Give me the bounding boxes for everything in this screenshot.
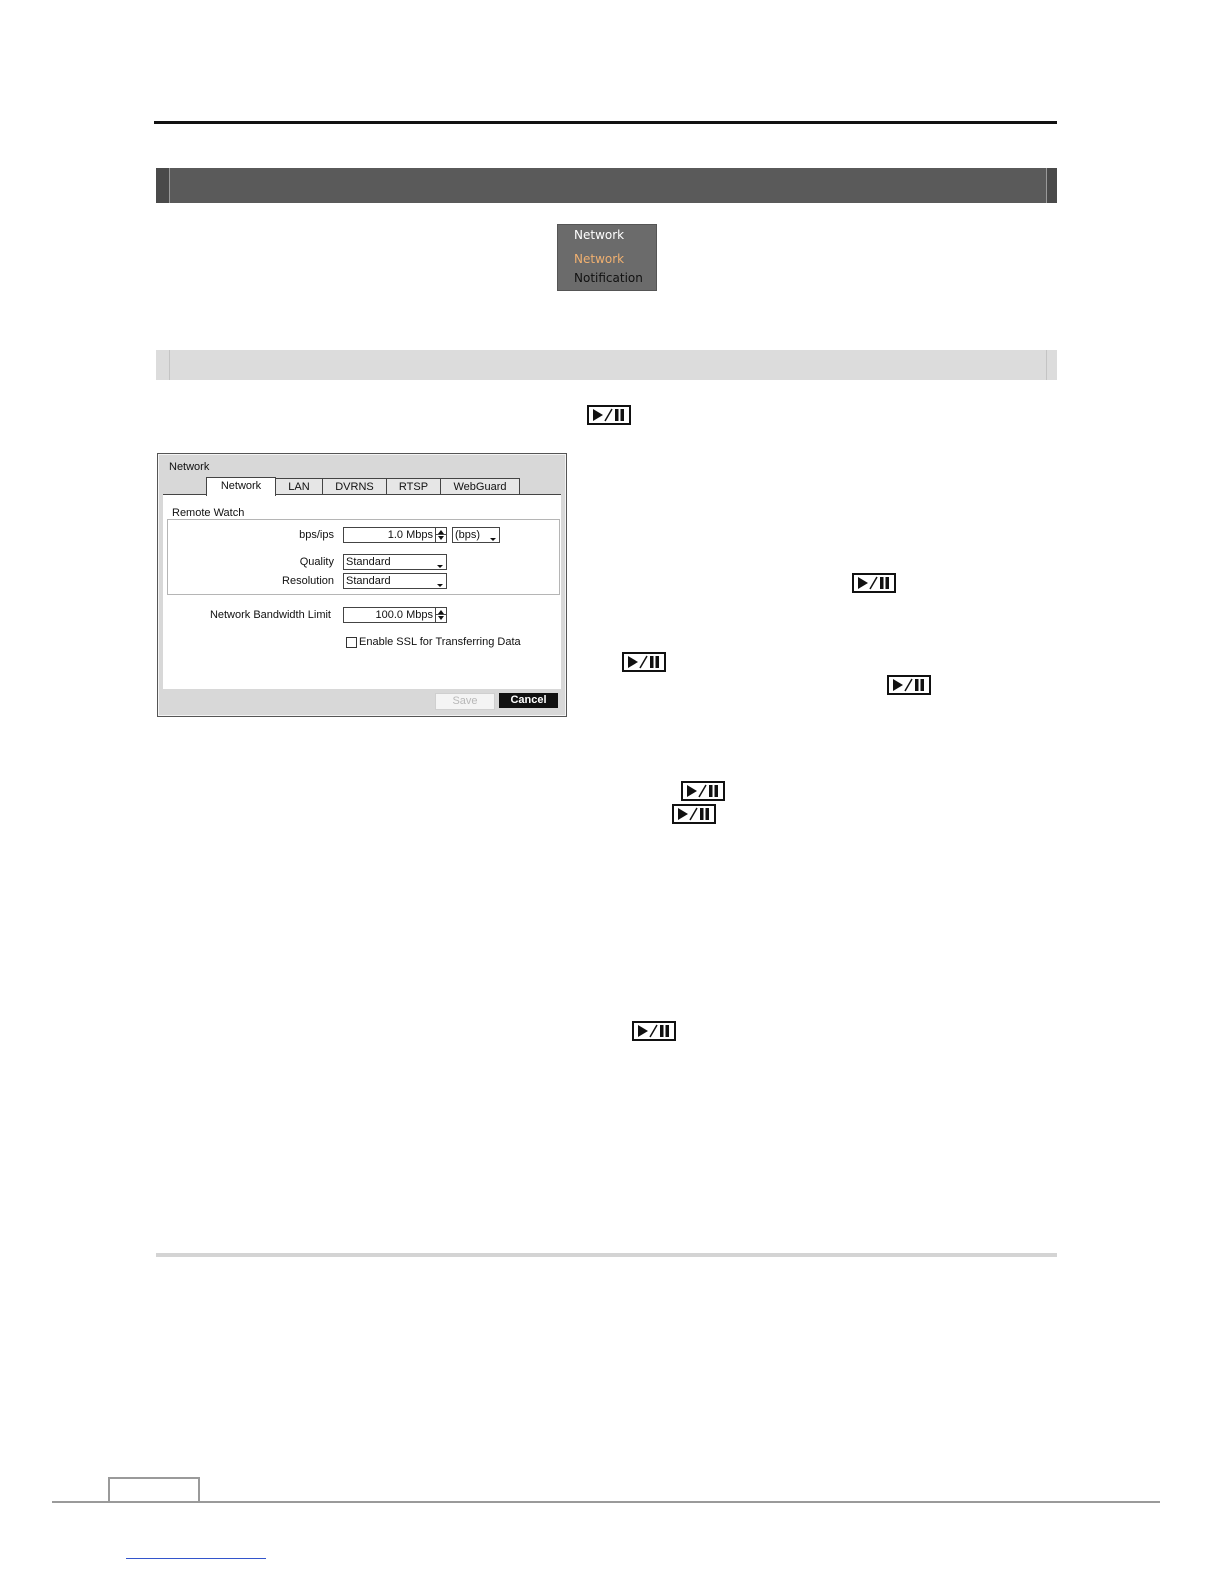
tab-rtsp[interactable]: RTSP: [386, 478, 441, 495]
resolution-select[interactable]: [343, 573, 447, 589]
play-pause-icon: [681, 781, 725, 801]
menu-item-network[interactable]: Network: [574, 252, 625, 266]
play-pause-icon: [672, 804, 716, 824]
resolution-label: Resolution: [282, 575, 334, 587]
section-header-bar: [156, 168, 1057, 203]
subsection-header-bar: [156, 350, 1057, 380]
tab-network[interactable]: Network: [206, 477, 276, 496]
bandwidth-spin-arrows[interactable]: [435, 607, 447, 623]
ssl-checkbox[interactable]: [346, 637, 357, 648]
ssl-label: Enable SSL for Transferring Data: [359, 636, 521, 648]
tab-dvrns[interactable]: DVRNS: [322, 478, 387, 495]
menu-item-notification[interactable]: Notification: [574, 271, 643, 285]
bandwidth-limit-value: 100.0 Mbps: [375, 609, 433, 621]
play-pause-icon: [632, 1021, 676, 1041]
chevron-down-icon: [490, 538, 496, 541]
save-button[interactable]: Save: [435, 693, 495, 710]
play-pause-icon: [622, 652, 666, 672]
tab-lan[interactable]: LAN: [275, 478, 323, 495]
footer-line: [52, 1501, 1160, 1503]
page-number-tab: [108, 1477, 200, 1503]
dialog-title: Network: [169, 461, 210, 473]
play-pause-icon: [887, 675, 931, 695]
cancel-button[interactable]: Cancel: [499, 693, 558, 708]
bps-spin-arrows[interactable]: [435, 527, 447, 543]
bandwidth-limit-stepper[interactable]: [343, 607, 436, 623]
quality-label: Quality: [299, 556, 334, 568]
bps-value: 1.0 Mbps: [387, 529, 433, 541]
chevron-down-icon: [437, 565, 443, 568]
bps-label: bps/ips: [299, 529, 334, 541]
quality-value: Standard: [346, 556, 391, 568]
play-pause-icon: [852, 573, 896, 593]
bps-unit-select[interactable]: [452, 527, 500, 543]
bps-stepper[interactable]: [343, 527, 436, 543]
remote-watch-label: Remote Watch: [172, 507, 245, 519]
tab-webguard[interactable]: WebGuard: [440, 478, 520, 495]
bps-unit-value: (bps): [455, 529, 481, 541]
top-rule: [154, 121, 1057, 124]
resolution-value: Standard: [346, 575, 391, 587]
bottom-rule: [156, 1253, 1057, 1257]
bandwidth-limit-label: Network Bandwidth Limit: [209, 609, 331, 621]
quality-select[interactable]: [343, 554, 447, 570]
network-menu-popup: [557, 224, 657, 291]
menu-title: Network: [574, 228, 625, 242]
play-pause-icon: [587, 405, 631, 425]
footer-link-underline: [126, 1558, 266, 1559]
network-settings-dialog: [157, 453, 567, 717]
chevron-down-icon: [437, 584, 443, 587]
